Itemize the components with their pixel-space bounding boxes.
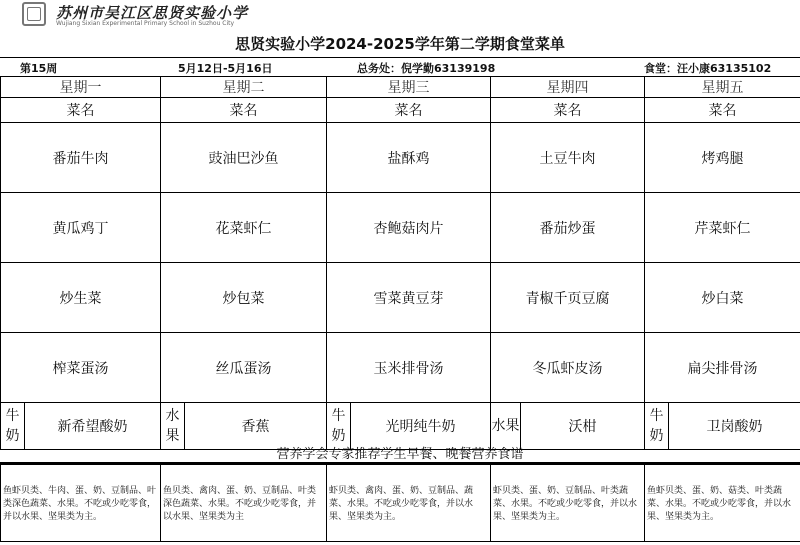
weekday-header: 星期五 <box>645 77 800 98</box>
school-english-name: Wujiang Sixian Experimental Primary School in Suzhou City <box>56 20 235 27</box>
school-emblem-icon <box>22 2 46 26</box>
dish-cell: 豉油巴沙鱼 <box>161 123 327 193</box>
extra-label: 牛奶 <box>327 403 351 450</box>
nutrition-table <box>0 464 800 542</box>
canteen-contact: 食堂：汪小康63135102 <box>644 62 772 75</box>
menu-table <box>0 76 800 450</box>
dish-cell: 番茄炒蛋 <box>491 193 645 263</box>
extra-item: 香蕉 <box>185 403 327 450</box>
dish-cell: 扁尖排骨汤 <box>645 333 800 403</box>
dish-column-header: 菜名 <box>491 98 645 123</box>
dish-row <box>1 333 800 403</box>
dish-cell: 丝瓜蛋汤 <box>161 333 327 403</box>
dish-cell: 青椒千页豆腐 <box>491 263 645 333</box>
nutrition-cell: 虾贝类、蛋、奶、豆制品、叶类蔬菜、水果。不吃或少吃零食，并以水果、坚果类为主。 <box>491 465 645 542</box>
week-number: 第15周 <box>20 62 58 75</box>
dish-cell: 雪菜黄豆芽 <box>327 263 491 333</box>
dish-cell: 芹菜虾仁 <box>645 193 800 263</box>
weekday-header: 星期四 <box>491 77 645 98</box>
extra-label: 水果 <box>491 403 521 450</box>
weekday-row <box>1 77 800 98</box>
extra-label: 牛奶 <box>1 403 25 450</box>
title-divider <box>0 57 800 58</box>
nutrition-cell: 虾贝类、禽肉、蛋、奶、豆制品、蔬菜、水果。不吃或少吃零食，并以水果、坚果类为主。 <box>327 465 491 542</box>
dish-cell: 杏鲍菇肉片 <box>327 193 491 263</box>
dish-cell: 盐酥鸡 <box>327 123 491 193</box>
dish-cell: 番茄牛肉 <box>1 123 161 193</box>
dish-column-header: 菜名 <box>645 98 800 123</box>
extra-item: 沃柑 <box>521 403 645 450</box>
nutrition-cell: 鱼虾贝类、牛肉、蛋、奶、豆制品、叶类深色蔬菜、水果。不吃或少吃零食，并以水果、坚果类为主。 <box>1 465 161 542</box>
week-dates: 5月12日-5月16日 <box>178 62 273 75</box>
dish-row <box>1 123 800 193</box>
dish-cell: 烤鸡腿 <box>645 123 800 193</box>
dish-cell: 冬瓜虾皮汤 <box>491 333 645 403</box>
dish-cell: 炒包菜 <box>161 263 327 333</box>
dish-row <box>1 193 800 263</box>
dish-header-row <box>1 98 800 123</box>
weekday-header: 星期三 <box>327 77 491 98</box>
school-name-logo: 苏州市吴江区思贤实验小学 <box>56 4 249 22</box>
nutrition-cell: 鱼贝类、禽肉、蛋、奶、豆制品、叶类深色蔬菜、水果。不吃或少吃零食，并以水果、坚果类为主 <box>161 465 327 542</box>
extra-item: 新希望酸奶 <box>25 403 161 450</box>
dish-cell: 玉米排骨汤 <box>327 333 491 403</box>
dish-cell: 土豆牛肉 <box>491 123 645 193</box>
extra-label: 水果 <box>161 403 185 450</box>
dish-column-header: 菜名 <box>161 98 327 123</box>
nutrition-cell: 鱼虾贝类、蛋、奶、菇类、叶类蔬菜、水果。不吃或少吃零食，并以水果、坚果类为主。 <box>645 465 800 542</box>
dish-cell: 榨菜蛋汤 <box>1 333 161 403</box>
page-title: 思贤实验小学2024-2025学年第二学期食堂菜单 <box>235 35 565 53</box>
extra-item: 光明纯牛奶 <box>351 403 491 450</box>
weekday-header: 星期一 <box>1 77 161 98</box>
dish-column-header: 菜名 <box>327 98 491 123</box>
dish-cell: 花菜虾仁 <box>161 193 327 263</box>
weekday-header: 星期二 <box>161 77 327 98</box>
school-logo-bar <box>0 0 800 32</box>
dish-row <box>1 263 800 333</box>
extra-item: 卫岗酸奶 <box>669 403 800 450</box>
dish-cell: 炒白菜 <box>645 263 800 333</box>
extra-label: 牛奶 <box>645 403 669 450</box>
general-affairs-contact: 总务处：倪学勤63139198 <box>357 62 496 75</box>
dish-cell: 炒生菜 <box>1 263 161 333</box>
dish-column-header: 菜名 <box>1 98 161 123</box>
nutrition-row <box>1 465 800 542</box>
dish-cell: 黄瓜鸡丁 <box>1 193 161 263</box>
nutrition-title: 营养学会专家推荐学生早餐、晚餐营养食谱 <box>276 447 524 462</box>
